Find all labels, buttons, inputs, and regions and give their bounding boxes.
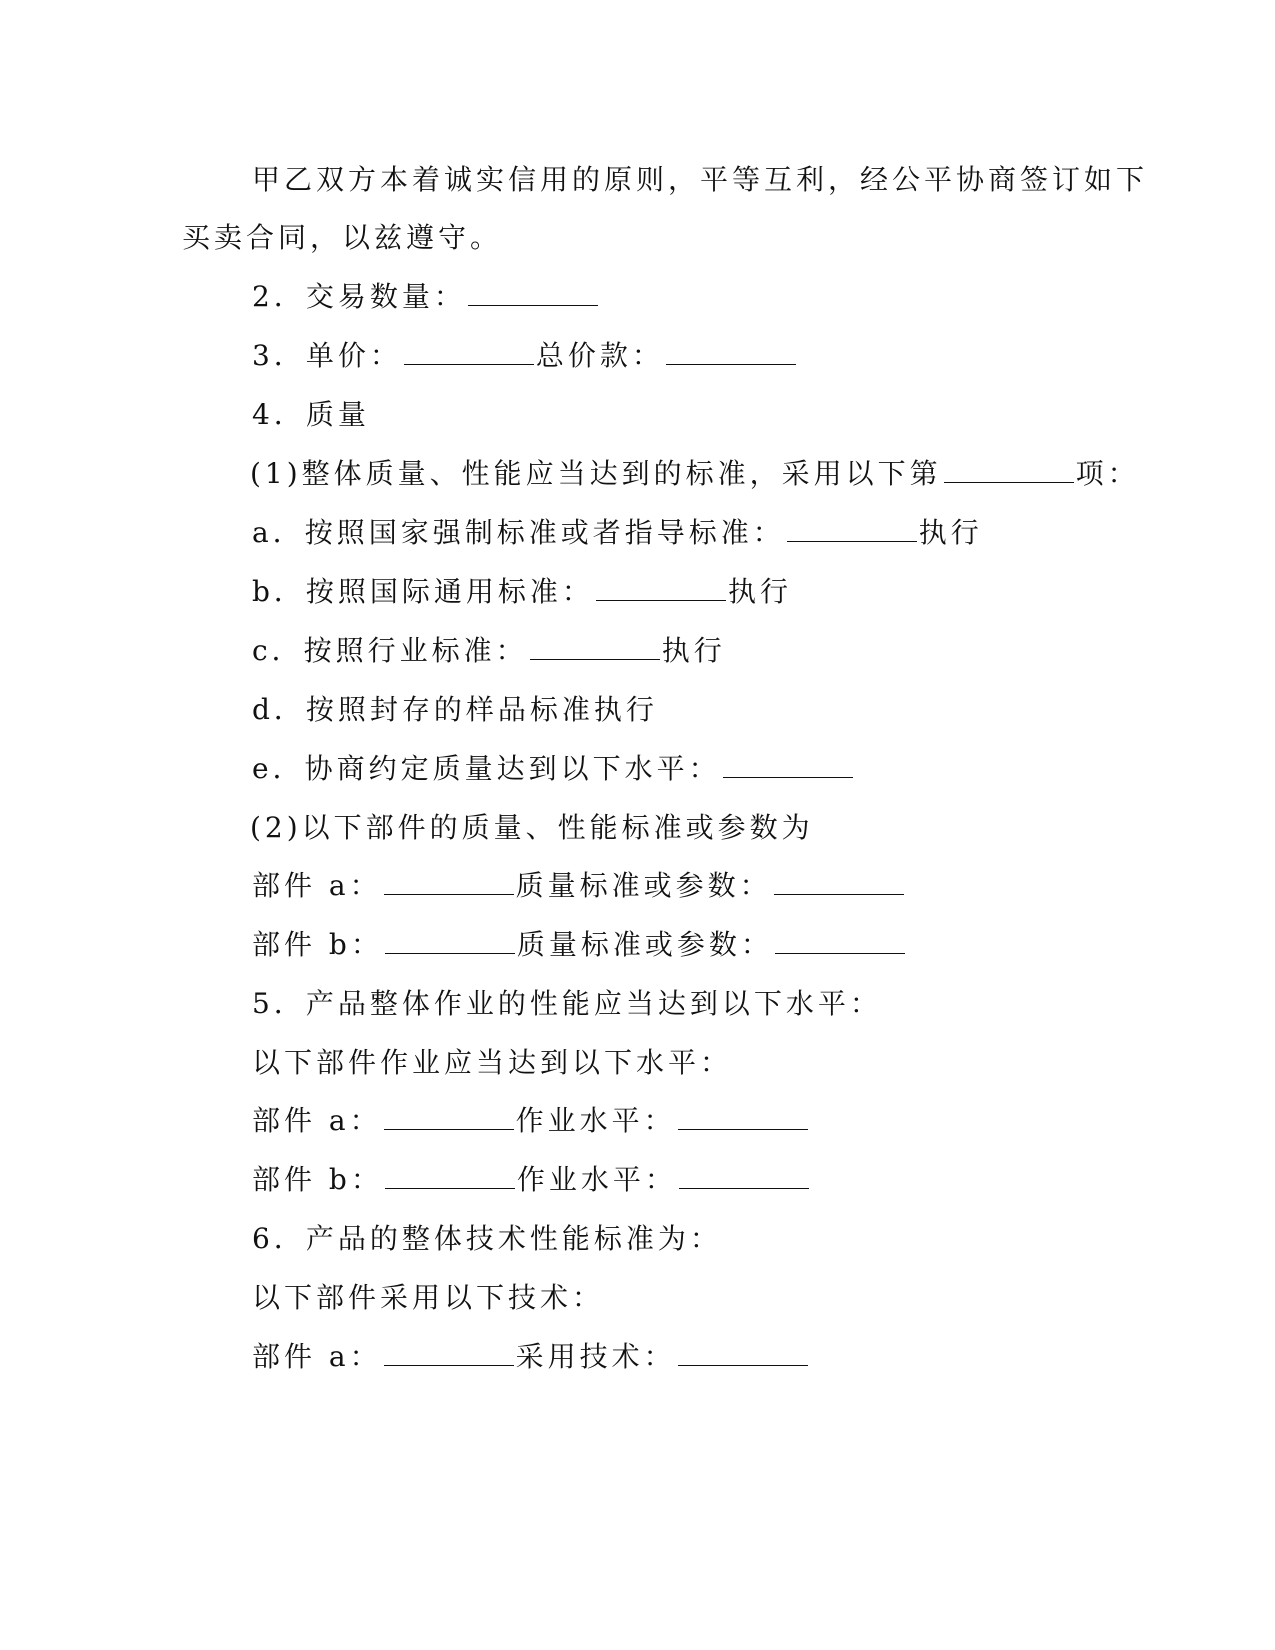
- price-label: 3．单价：: [252, 339, 402, 372]
- quality-e-blank[interactable]: [723, 749, 853, 778]
- part-a-tech-line: [252, 1337, 810, 1377]
- part-a-std-blank[interactable]: [774, 866, 904, 895]
- part-a-std-label: 质量标准或参数：: [515, 869, 772, 902]
- price-line: [252, 336, 798, 376]
- price-blank[interactable]: [404, 336, 534, 365]
- quality-1-line: [250, 454, 1140, 494]
- quality-heading: [252, 395, 370, 435]
- part-b-work-level-label: 作业水平：: [516, 1163, 677, 1196]
- quality-a-blank[interactable]: [787, 513, 917, 542]
- part-b-work-blank[interactable]: [385, 1160, 515, 1189]
- part-b-quality-line: [252, 925, 907, 965]
- parts-work-text: 以下部件作业应当达到以下水平：: [252, 1046, 733, 1079]
- part-a-blank[interactable]: [384, 866, 514, 895]
- quality-c-blank[interactable]: [530, 631, 660, 660]
- quality-b-text: b．按照国际通用标准：: [252, 575, 594, 608]
- part-a-work-line: [252, 1101, 810, 1141]
- parts-tech-text: 以下部件采用以下技术：: [252, 1281, 605, 1314]
- quality-a-exec: 执行: [918, 516, 983, 549]
- performance-text: 5．产品整体作业的性能应当达到以下水平：: [252, 987, 882, 1020]
- part-a-tech-label: 部件 a：: [252, 1340, 382, 1373]
- part-a-quality-line: [252, 866, 906, 906]
- part-a-work-label: 部件 a：: [252, 1104, 382, 1137]
- quality-c-text: c．按照行业标准：: [252, 634, 528, 667]
- part-a-work-level-label: 作业水平：: [515, 1104, 676, 1137]
- quality-b-blank[interactable]: [596, 572, 726, 601]
- part-b-work-level-blank[interactable]: [679, 1160, 809, 1189]
- part-a-label: 部件 a：: [252, 869, 382, 902]
- part-a-tech-adopt-blank[interactable]: [678, 1337, 808, 1366]
- quality-a-text: a．按照国家强制标准或者指导标准：: [252, 516, 785, 549]
- part-b-blank[interactable]: [385, 925, 515, 954]
- intro-line-1: [252, 160, 1148, 200]
- intro-text-2: 买卖合同，以兹遵守。: [182, 221, 503, 254]
- intro-line-2: [182, 218, 502, 258]
- part-b-label: 部件 b：: [252, 928, 383, 961]
- quality-e-line: [252, 749, 855, 789]
- quality-e-text: e．协商约定质量达到以下水平：: [252, 752, 721, 785]
- quality-c-exec: 执行: [661, 634, 726, 667]
- quantity-label: 2．交易数量：: [252, 280, 466, 313]
- part-a-work-blank[interactable]: [384, 1101, 514, 1130]
- quality-b-line: [252, 572, 792, 612]
- quality-2-line: [250, 808, 814, 848]
- part-b-std-label: 质量标准或参数：: [516, 928, 773, 961]
- quality-d-text: d．按照封存的样品标准执行: [252, 693, 658, 726]
- part-b-work-line: [252, 1160, 811, 1200]
- parts-tech-line: [252, 1278, 604, 1318]
- part-b-std-blank[interactable]: [775, 925, 905, 954]
- part-a-tech-adopt-label: 采用技术：: [515, 1340, 676, 1373]
- quality-1-text: (1)整体质量、性能应当达到的标准，采用以下第: [250, 457, 942, 490]
- performance-line: [252, 984, 882, 1024]
- quality-d-line: [252, 690, 658, 730]
- tech-text: 6．产品的整体技术性能标准为：: [252, 1222, 722, 1255]
- parts-work-line: [252, 1043, 732, 1083]
- part-b-work-label: 部件 b：: [252, 1163, 383, 1196]
- quality-label: 4．质量: [252, 398, 370, 431]
- total-blank[interactable]: [666, 336, 796, 365]
- quantity-blank[interactable]: [468, 277, 598, 306]
- quality-c-line: [252, 631, 726, 671]
- part-a-tech-blank[interactable]: [384, 1337, 514, 1366]
- quality-1-suffix: 项：: [1075, 457, 1140, 490]
- intro-text-1: 甲乙双方本着诚实信用的原则，平等互利，经公平协商签订如下: [252, 163, 1149, 196]
- quantity-line: [252, 277, 600, 317]
- quality-b-exec: 执行: [727, 575, 792, 608]
- total-label: 总价款：: [535, 339, 664, 372]
- quality-1-blank[interactable]: [944, 454, 1074, 483]
- part-a-work-level-blank[interactable]: [678, 1101, 808, 1130]
- tech-line: [252, 1219, 722, 1259]
- quality-a-line: [252, 513, 983, 553]
- quality-2-text: (2)以下部件的质量、性能标准或参数为: [250, 811, 814, 844]
